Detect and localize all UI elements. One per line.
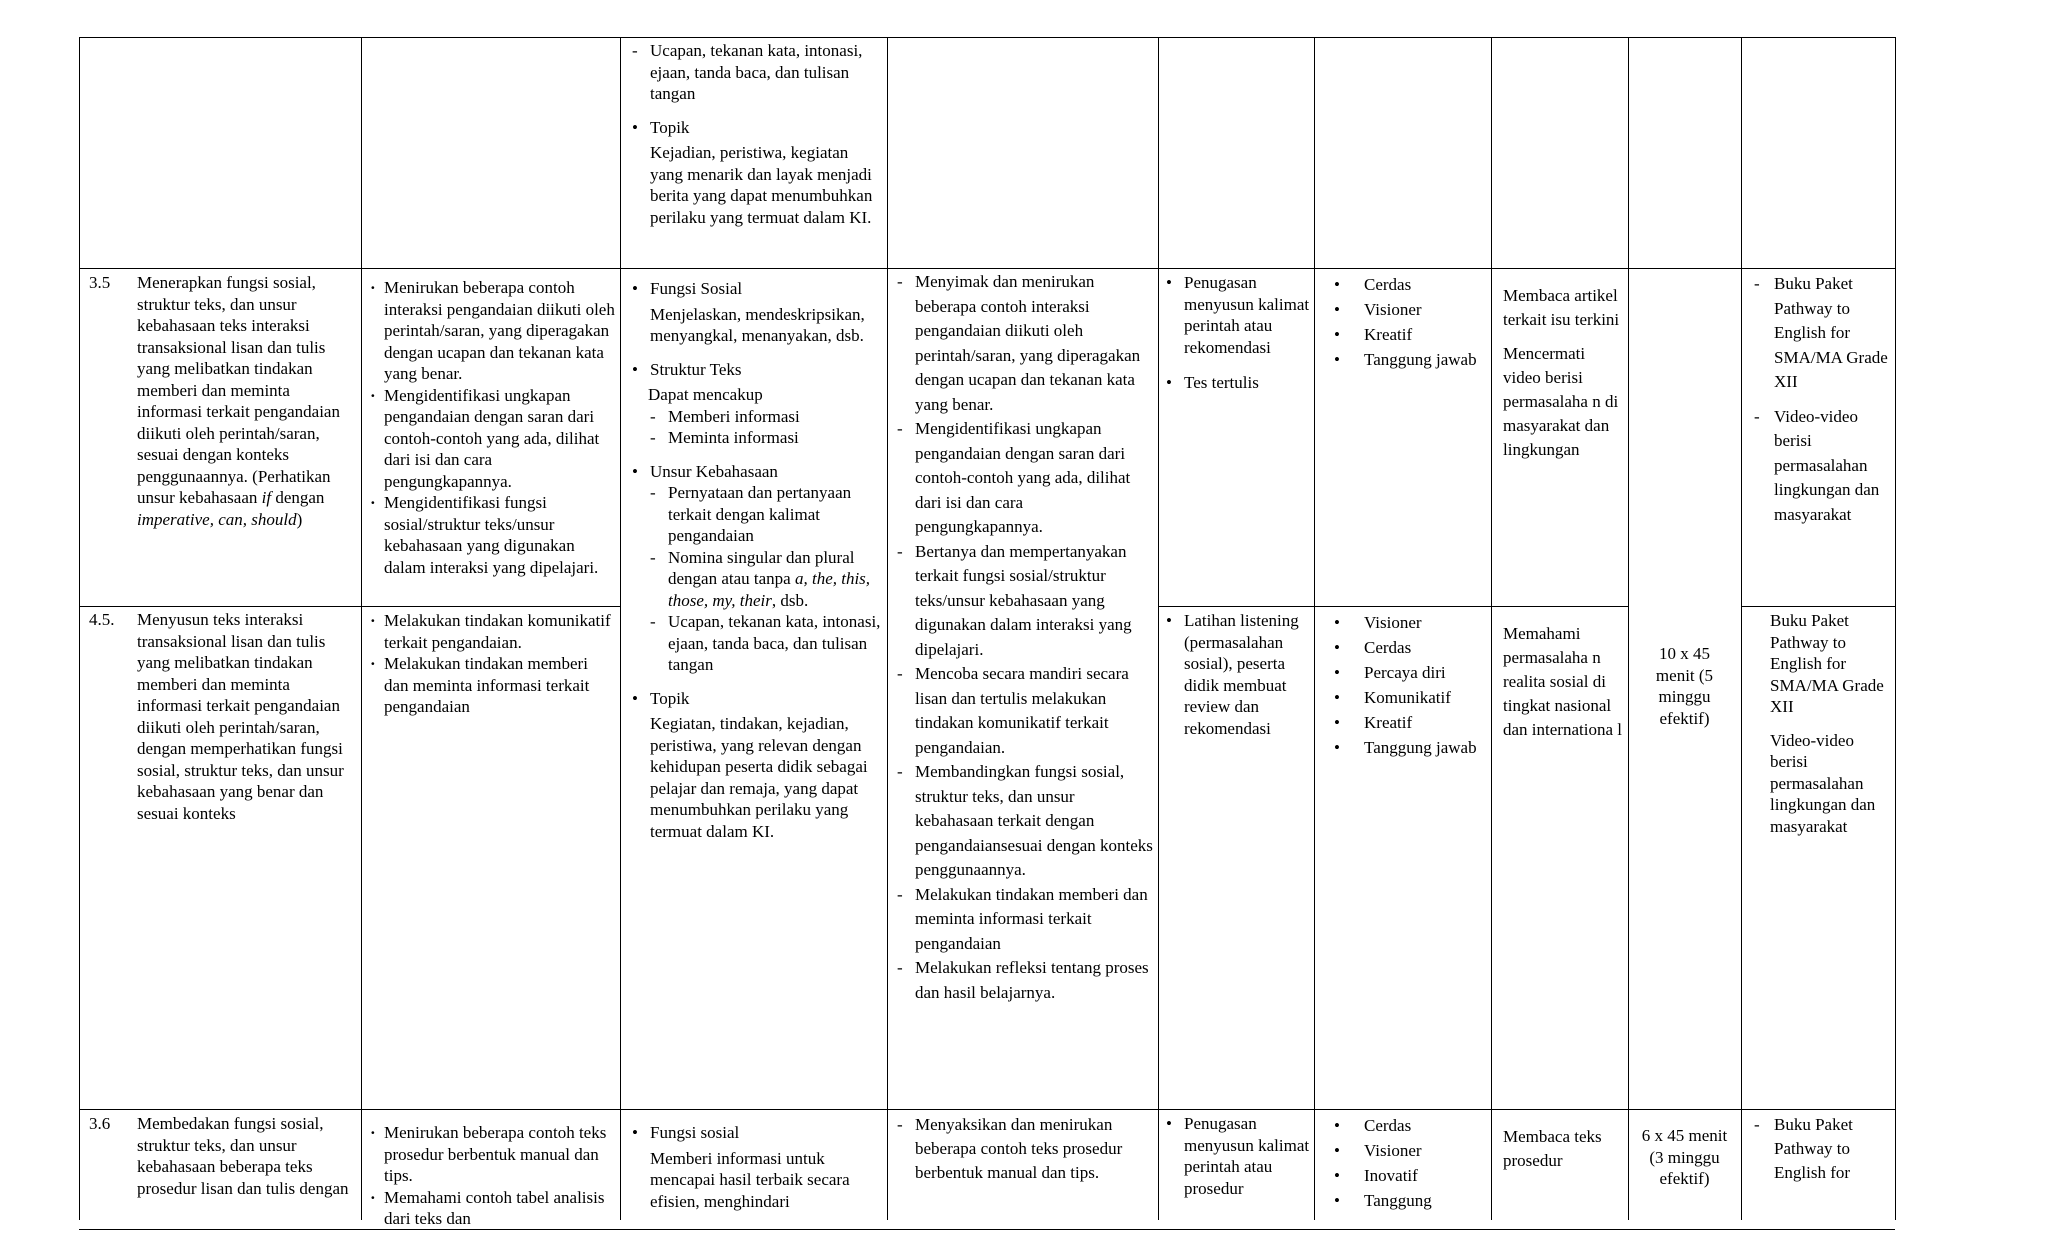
grid-line xyxy=(1628,37,1629,1220)
fungsi-section xyxy=(630,278,882,347)
unsur-heading: • Unsur Kebahasaan xyxy=(630,461,882,483)
sumber-text: Video-video berisi permasalahan lingkungan dan masyarakat xyxy=(1770,730,1876,836)
kd-3-5-cell xyxy=(79,272,359,530)
list-item: • Tanggung xyxy=(1332,1188,1484,1213)
waktu-shared-cell xyxy=(1628,643,1741,729)
list-item: • Visioner xyxy=(1332,1138,1484,1163)
list-item: - Ucapan, tekanan kata, intonasi, ejaan, tanda baca, dan tulisan tangan xyxy=(648,611,882,676)
grid-line xyxy=(1741,37,1742,1220)
fungsi-heading: • Fungsi sosial xyxy=(630,1122,882,1144)
sumber-list xyxy=(1748,1113,1892,1185)
list-item: - Video-video berisi permasalahan lingkungan dan masyarakat xyxy=(1752,405,1892,528)
list-item: · Menirukan beberapa contoh interaksi pengandaian diikuti oleh perintah/saran, yang diperagakan dengan ucapan dan tekanan kata yang benar. xyxy=(368,277,616,385)
kegiatan-list xyxy=(895,1113,1153,1185)
list-item: • Visioner xyxy=(1332,297,1484,322)
indikator-3-5-cell xyxy=(368,277,616,578)
list-item: • Percaya diri xyxy=(1332,660,1484,685)
list-item: - Pernyataan dan pertanyaan terkait dengan kalimat pengandaian xyxy=(648,482,882,547)
list-item: · Menirukan beberapa contoh teks prosedur berbentuk manual dan tips. xyxy=(368,1122,616,1187)
struktur-heading: • Struktur Teks xyxy=(630,359,882,381)
sumber-3-5-cell xyxy=(1748,272,1892,527)
struktur-body: Dapat mencakup xyxy=(648,385,763,404)
topik-section xyxy=(630,688,882,843)
grid-line xyxy=(79,268,1895,269)
list-item xyxy=(648,547,882,612)
grid-line xyxy=(1741,606,1895,607)
grid-line xyxy=(361,37,362,1220)
indikator-3-6-cell xyxy=(368,1122,616,1230)
literasi-3-5-cell xyxy=(1503,284,1623,462)
literasi-3-6-cell xyxy=(1503,1125,1623,1173)
list-item: • Penugasan menyusun kalimat perintah atau prosedur xyxy=(1164,1113,1310,1199)
list-item: • Kreatif xyxy=(1332,710,1484,735)
list-item: · Memahami contoh tabel analisis dari teks dan xyxy=(368,1187,616,1230)
grid-line xyxy=(79,606,620,607)
waktu-3-6-cell xyxy=(1628,1125,1741,1190)
list-item: - Menyimak dan menirukan beberapa contoh interaksi pengandaian diikuti oleh perintah/saran, yang diperagakan dengan ucapan dan tekanan kata yang benar. xyxy=(895,270,1153,417)
kd-text-part: Menerapkan fungsi sosial, struktur teks, dan unsur kebahasaan teks interaksi transaksional lisan dan tulis yang melibatkan tindakan memberi dan meminta informasi terkait pengandaian diikuti oleh perintah/saran, sesuai dengan konteks penggunaannya. (Perhatikan unsur kebahasaan xyxy=(137,273,340,507)
kd-text-italic: if xyxy=(261,488,272,507)
grid-line xyxy=(887,37,888,1220)
indikator-list xyxy=(368,1122,616,1230)
kd-number: 4.5. xyxy=(89,610,115,629)
waktu-text: 10 x 45 menit (5 minggu efektif) xyxy=(1655,644,1714,728)
sumber-3-6-cell xyxy=(1748,1113,1892,1185)
list-item: · Melakukan tindakan komunikatif terkait pengandaian. xyxy=(368,610,616,653)
list-item: - Buku Paket Pathway to English for xyxy=(1752,1113,1892,1185)
list-item-part: , dsb. xyxy=(771,590,809,610)
penilaian-list xyxy=(1164,1113,1310,1199)
karakter-list xyxy=(1324,272,1484,372)
kd-text: Membedakan fungsi sosial, struktur teks, dan unsur kebahasaan beberapa teks prosedur lisan dan tulis dengan xyxy=(137,1114,349,1198)
karakter-list xyxy=(1324,610,1484,760)
fungsi-body: Memberi informasi untuk mencapai hasil terbaik secara efisien, menghindari xyxy=(650,1148,850,1211)
grid-line xyxy=(1158,606,1628,607)
list-item: • Latihan listening (permasalahan sosial), peserta didik membuat review dan rekomendasi xyxy=(1164,610,1310,739)
grid-line xyxy=(1314,37,1315,1220)
grid-line xyxy=(79,37,1895,38)
grid-line xyxy=(1158,37,1159,1220)
struktur-body-wrap xyxy=(630,384,882,449)
penilaian-3-6-cell xyxy=(1164,1113,1310,1199)
literasi-text: Membaca artikel terkait isu terkini xyxy=(1503,286,1620,329)
kegiatan-3-6-cell xyxy=(895,1113,1153,1185)
kd-text-italic: imperative, can, should xyxy=(137,509,297,529)
unsur-section xyxy=(630,461,882,676)
list-item: - Mengidentifikasi ungkapan pengandaian dengan saran dari contoh-contoh yang ada, dilihat dari isi dan cara pengungkapannya. xyxy=(895,417,1153,540)
unsur-list xyxy=(630,482,882,676)
kd-4-5-cell xyxy=(79,609,359,824)
list-item: • Tanggung jawab xyxy=(1332,735,1484,760)
list-item: - Menyaksikan dan menirukan beberapa contoh teks prosedur berbentuk manual dan tips. xyxy=(895,1113,1153,1185)
sumber-list xyxy=(1748,272,1892,527)
list-item: · Mengidentifikasi ungkapan pengandaian dengan saran dari contoh-contoh yang ada, dilihat dari isi dan cara pengungkapannya. xyxy=(368,385,616,493)
list-item: • Inovatif xyxy=(1332,1163,1484,1188)
list-item: · Melakukan tindakan memberi dan meminta informasi terkait pengandaian xyxy=(368,653,616,718)
sumber-text: Buku Paket Pathway to English for SMA/MA Grade XII xyxy=(1770,611,1884,716)
list-item: • Cerdas xyxy=(1332,1113,1484,1138)
karakter-4-5-cell xyxy=(1324,610,1484,760)
list-item: - Membandingkan fungsi sosial, struktur teks, dan unsur kebahasaan terkait dengan pengandaiansesuai dengan konteks penggunaannya. xyxy=(895,760,1153,883)
list-item: • Visioner xyxy=(1332,610,1484,635)
struktur-list xyxy=(648,406,882,449)
karakter-list xyxy=(1324,1113,1484,1213)
fungsi-body: Menjelaskan, mendeskripsikan, menyangkal, menanyakan, dsb. xyxy=(650,304,865,345)
materi-top-list xyxy=(630,40,880,105)
grid-line xyxy=(620,37,621,1220)
list-item: • Cerdas xyxy=(1332,635,1484,660)
list-item: - Melakukan tindakan memberi dan meminta informasi terkait pengandaian xyxy=(895,883,1153,957)
list-item: - Ucapan, tekanan kata, intonasi, ejaan, tanda baca, dan tulisan tangan xyxy=(630,40,880,105)
kd-number: 3.5 xyxy=(89,273,111,292)
karakter-3-5-cell xyxy=(1324,272,1484,372)
penilaian-3-5-cell xyxy=(1164,272,1310,394)
list-item-part: Nomina singular dan plural dengan atau tanpa xyxy=(668,547,855,588)
topik-heading: • Topik xyxy=(630,688,882,710)
kd-3-6-cell xyxy=(79,1113,359,1199)
list-item: - Memberi informasi xyxy=(648,406,882,428)
karakter-3-6-cell xyxy=(1324,1113,1484,1213)
fungsi-heading: • Fungsi Sosial xyxy=(630,278,882,300)
list-item-italic: a, the, this, those, my, their xyxy=(668,569,871,610)
kd-text: Menyusun teks interaksi transaksional lisan dan tulis yang melibatkan tindakan memberi dan meminta informasi terkait pengandaian diikuti oleh perintah/saran, dengan memperhatikan fungsi sosial, struktur teks, dan unsur kebahasaan yang benar dan sesuai konteks xyxy=(137,610,344,823)
materi-shared-cell xyxy=(630,278,882,842)
sumber-4-5-cell xyxy=(1770,610,1892,837)
list-item: - Mencoba secara mandiri secara lisan dan tertulis melakukan tindakan komunikatif terkait pengandaian. xyxy=(895,662,1153,760)
indikator-4-5-cell xyxy=(368,610,616,718)
list-item: - Melakukan refleksi tentang proses dan hasil belajarnya. xyxy=(895,956,1153,1005)
literasi-text: Membaca teks prosedur xyxy=(1503,1127,1602,1170)
struktur-section xyxy=(630,359,882,449)
penilaian-list xyxy=(1164,272,1310,394)
list-item: - Meminta informasi xyxy=(648,427,882,449)
list-item: • Komunikatif xyxy=(1332,685,1484,710)
waktu-text: 6 x 45 menit (3 minggu efektif) xyxy=(1641,1126,1728,1188)
literasi-text: Mencermati video berisi permasalaha n di masyarakat dan lingkungan xyxy=(1503,344,1619,459)
materi-3-6-cell xyxy=(630,1122,882,1212)
indikator-list xyxy=(368,277,616,578)
kd-number: 3.6 xyxy=(89,1114,111,1133)
list-item: • Tes tertulis xyxy=(1164,372,1310,394)
literasi-4-5-cell xyxy=(1503,622,1623,742)
kd-text xyxy=(79,272,359,530)
penilaian-4-5-cell xyxy=(1164,610,1310,739)
materi-top-cell xyxy=(630,40,880,228)
topik-body: Kegiatan, tindakan, kejadian, peristiwa, yang relevan dengan kehidupan peserta didik sebagai pelajar dan remaja, yang dapat menumbuhkan perilaku yang termuat dalam KI. xyxy=(650,714,868,841)
kd-text-part: dengan xyxy=(271,488,325,507)
list-item: · Mengidentifikasi fungsi sosial/struktur teks/unsur kebahasaan yang digunakan dalam interaksi yang dipelajari. xyxy=(368,492,616,578)
indikator-list xyxy=(368,610,616,718)
topik-body: Kejadian, peristiwa, kegiatan yang menarik dan layak menjadi berita yang dapat menumbuhkan perilaku yang termuat dalam KI. xyxy=(650,143,873,227)
list-item: - Bertanya dan mempertanyakan terkait fungsi sosial/struktur teks/unsur kebahasaan yang digunakan dalam interaksi yang dipelajari. xyxy=(895,540,1153,663)
topik-section xyxy=(630,117,880,229)
grid-line xyxy=(79,1229,1895,1230)
list-item: • Tanggung jawab xyxy=(1332,347,1484,372)
list-item: • Kreatif xyxy=(1332,322,1484,347)
grid-line xyxy=(1491,37,1492,1220)
list-item: • Penugasan menyusun kalimat perintah atau rekomendasi xyxy=(1164,272,1310,358)
grid-line xyxy=(79,1109,1895,1110)
grid-line xyxy=(1895,37,1896,1220)
kd-text-part: ) xyxy=(296,509,303,529)
kegiatan-list xyxy=(895,270,1153,1005)
literasi-text: Memahami permasalaha n realita sosial di tingkat nasional dan internationa l xyxy=(1503,624,1622,739)
kegiatan-shared-cell xyxy=(895,270,1153,1005)
penilaian-list xyxy=(1164,610,1310,739)
list-item: - Buku Paket Pathway to English for SMA/MA Grade XII xyxy=(1752,272,1892,395)
topik-heading: • Topik xyxy=(630,117,880,139)
list-item: • Cerdas xyxy=(1332,272,1484,297)
